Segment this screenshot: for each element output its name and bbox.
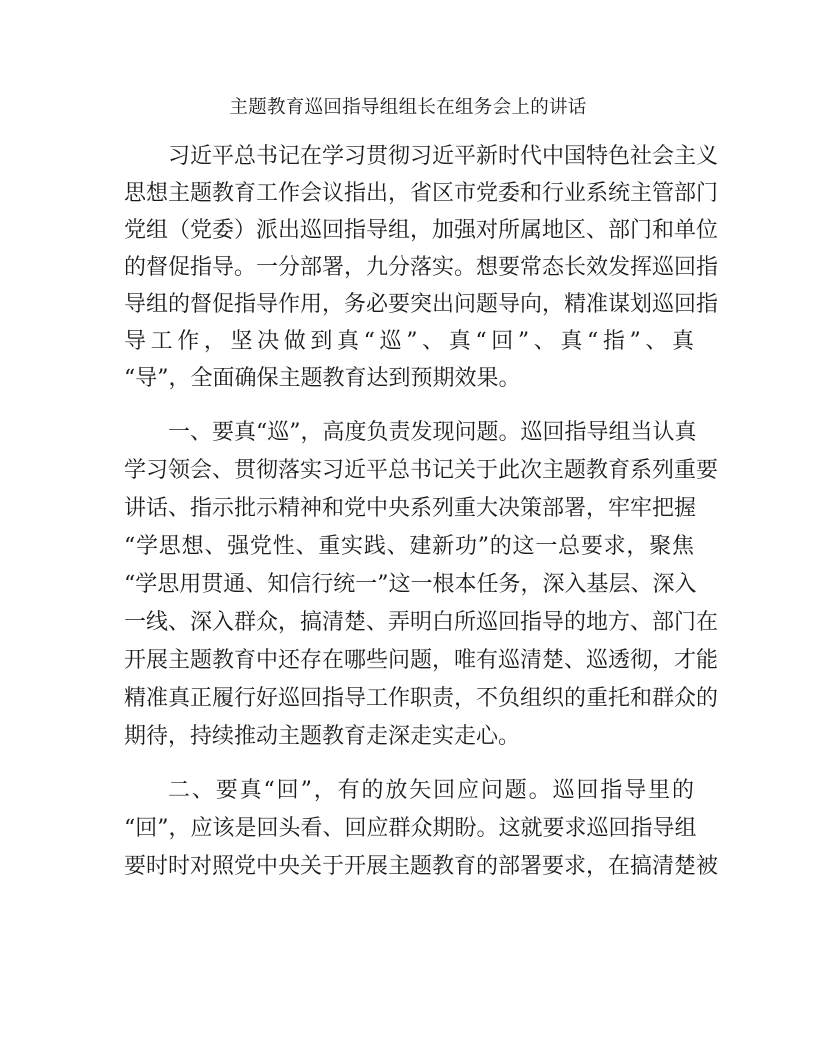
paragraph-2-line: 一、要真“巡”，高度负责发现问题。巡回指导组当认真 bbox=[168, 420, 697, 445]
paragraph-3-line: 二、要真“回”，有的放矢回应问题。巡回指导里的 bbox=[168, 778, 694, 803]
paragraph-2-line: 讲话、指示批示精神和党中央系列重大决策部署，牢牢把握 bbox=[124, 496, 697, 521]
paragraph-2-line: 学习领会、贯彻落实习近平总书记关于此次主题教育系列重要 bbox=[124, 458, 719, 483]
paragraph-2-line: 一线、深入群众，搞清楚、弄明白所巡回指导的地方、部门在 bbox=[124, 610, 719, 635]
paragraph-2-line: “学思想、强党性、重实践、建新功”的这一总要求，聚焦 bbox=[124, 534, 694, 559]
paragraph-2-line: 开展主题教育中还存在哪些问题，唯有巡清楚、巡透彻，才能 bbox=[124, 648, 719, 673]
paragraph-2-line: 精准真正履行好巡回指导工作职责，不负组织的重托和群众的 bbox=[124, 686, 719, 711]
paragraph-2-line: “学思用贯通、知信行统一”这一根本任务，深入基层、深入 bbox=[124, 572, 697, 597]
paragraph-1-line: “导”，全面确保主题教育达到预期效果。 bbox=[124, 366, 521, 391]
paragraph-3-line: “回”，应该是回头看、回应群众期盼。这就要求巡回指导组 bbox=[124, 816, 697, 841]
paragraph-2-line: 期待，持续推动主题教育走深走实走心。 bbox=[124, 724, 521, 749]
paragraph-1-line: 思想主题教育工作会议指出，省区市党委和行业系统主管部门 bbox=[124, 181, 719, 206]
paragraph-1-line: 习近平总书记在学习贯彻习近平新时代中国特色社会主义 bbox=[168, 144, 719, 169]
paragraph-1-line: 党组（党委）派出巡回指导组，加强对所属地区、部门和单位 bbox=[124, 218, 719, 243]
document-title: 主题教育巡回指导组组长在组务会上的讲话 bbox=[229, 97, 587, 118]
paragraph-1-line: 导工作，坚决做到真“巡”、真“回”、真“指”、真 bbox=[124, 329, 694, 354]
paragraph-1-line: 导组的督促指导作用，务必要突出问题导向，精准谋划巡回指 bbox=[124, 292, 719, 317]
paragraph-1-line: 的督促指导。一分部署，九分落实。想要常态长效发挥巡回指 bbox=[124, 255, 719, 280]
paragraph-3-line: 要时时对照党中央关于开展主题教育的部署要求，在搞清楚被 bbox=[124, 854, 719, 879]
